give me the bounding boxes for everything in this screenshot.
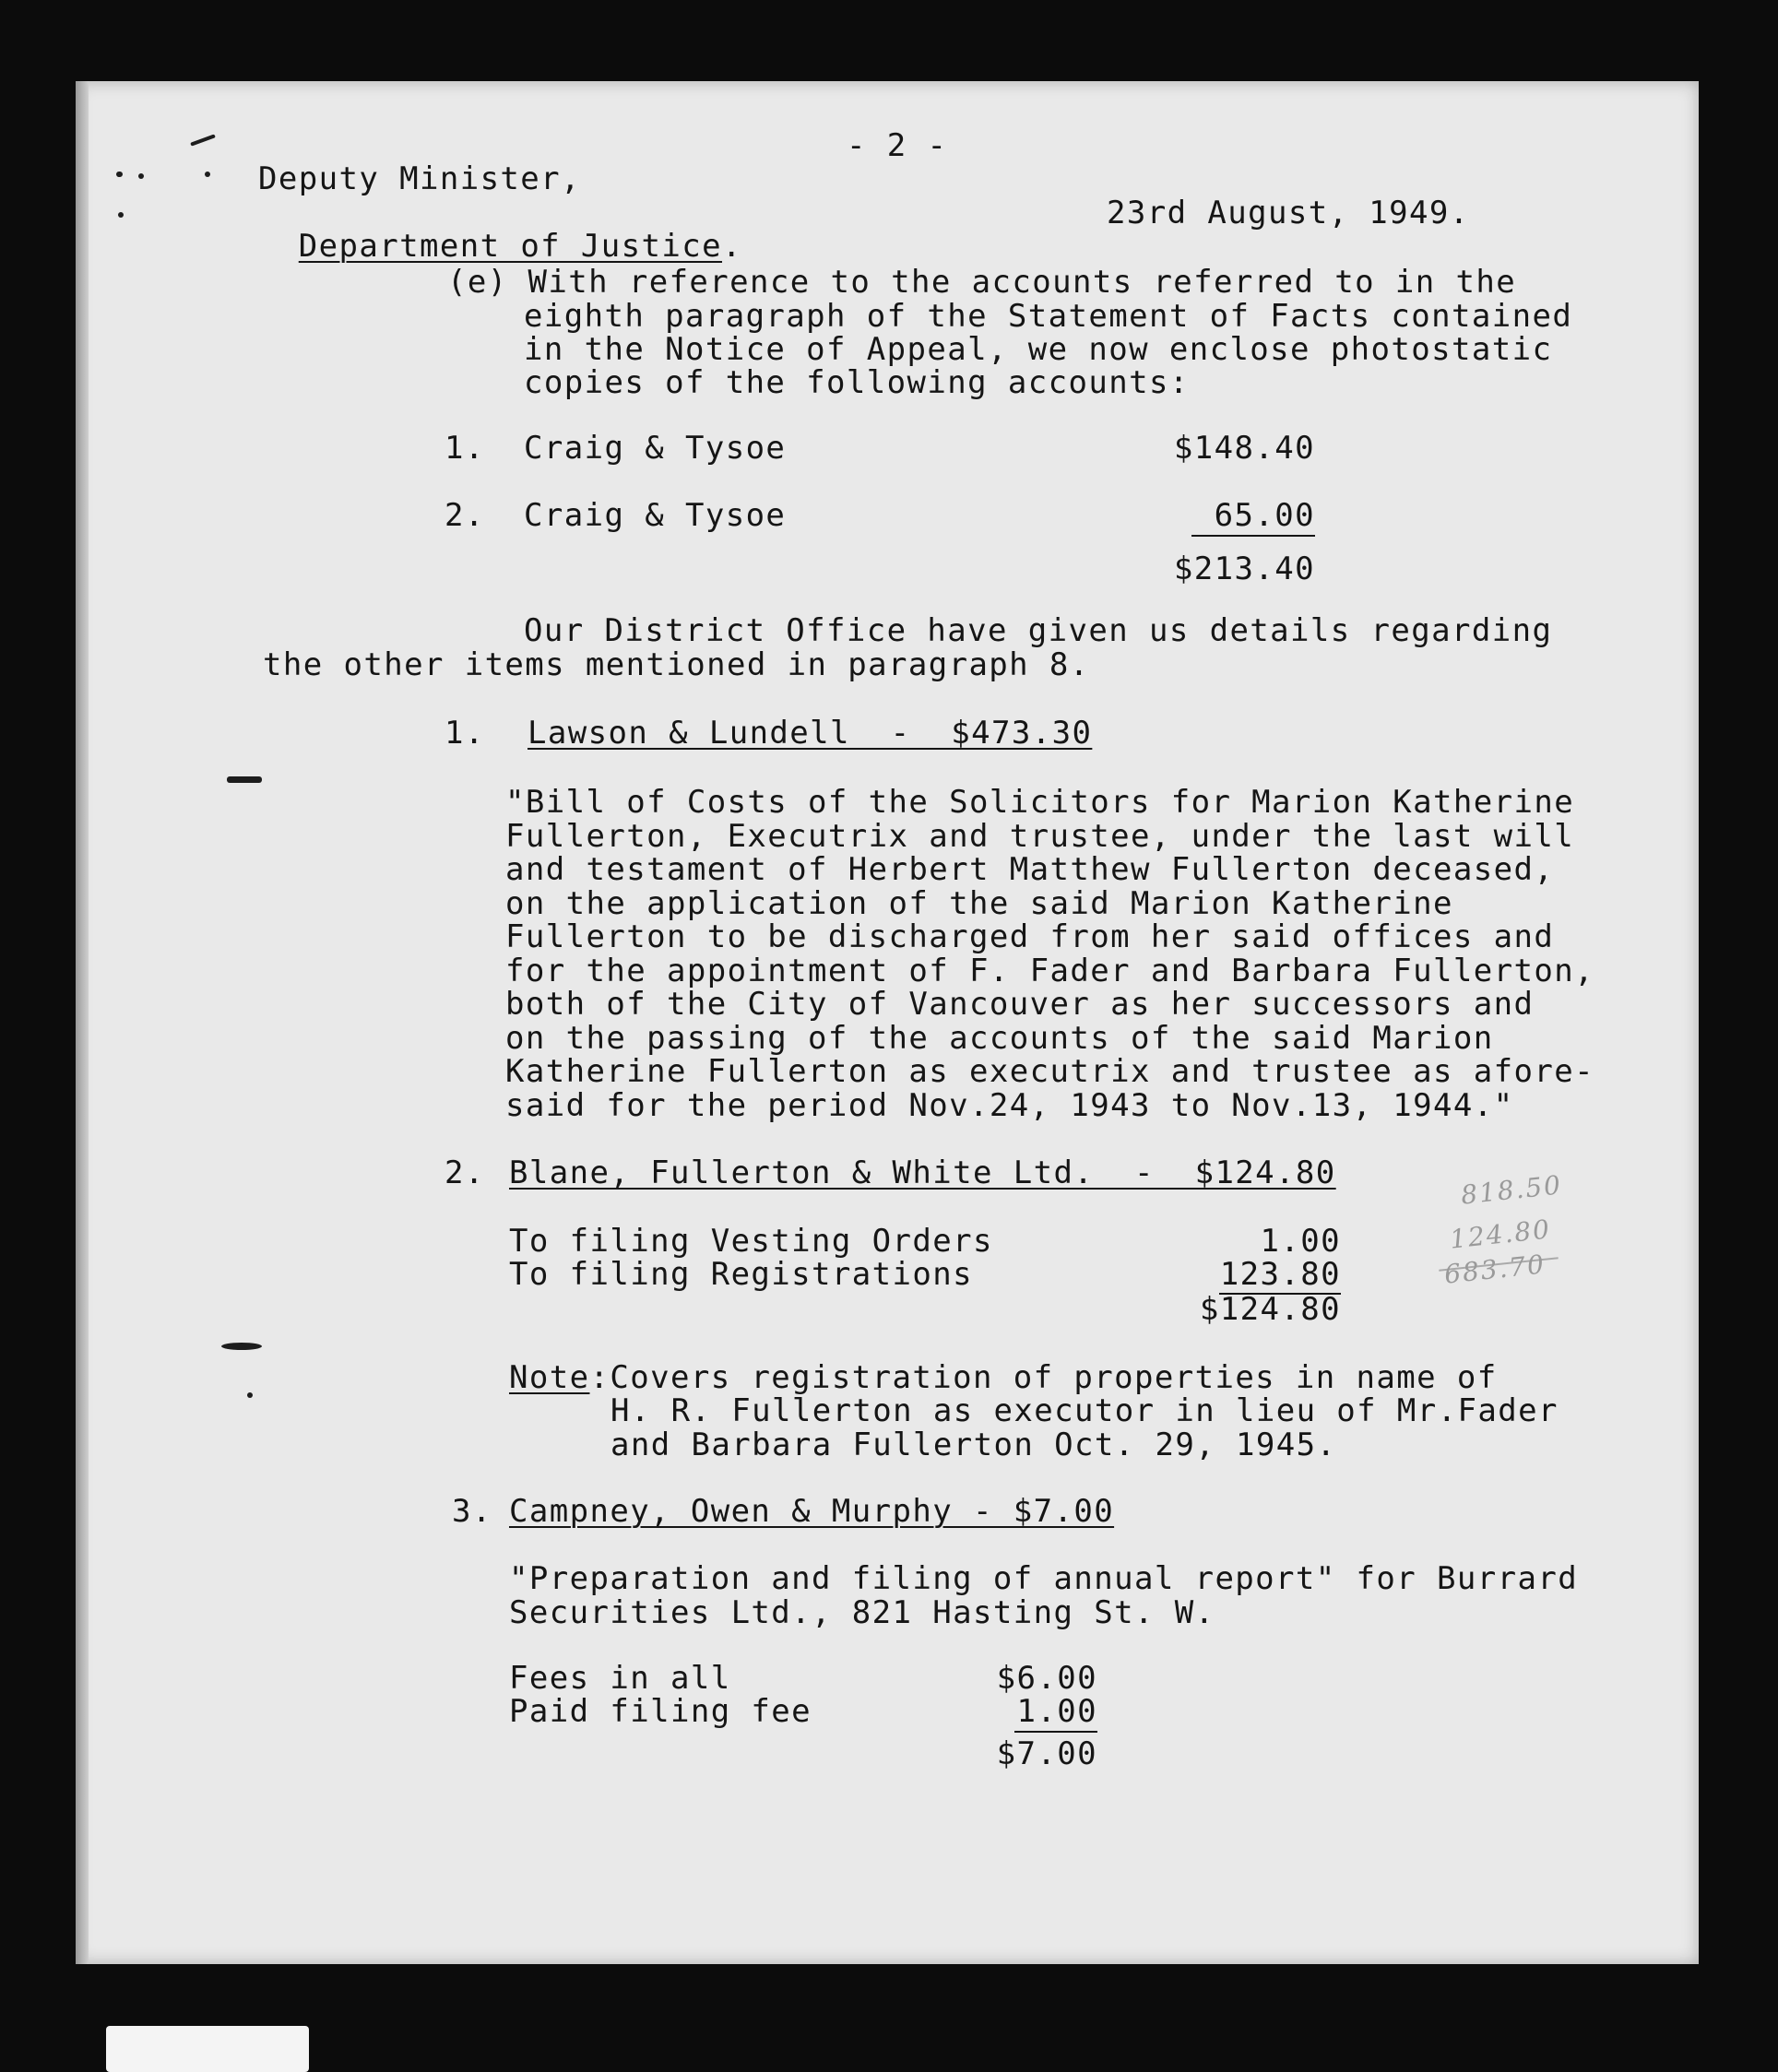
account-name: Craig & Tysoe <box>524 497 787 534</box>
margin-mark <box>205 172 210 177</box>
line-item-label: Paid filing fee <box>509 1693 812 1730</box>
department-name: Department of Justice <box>298 228 723 265</box>
quote-line: on the passing of the accounts of the said Marion <box>505 1020 1494 1057</box>
quote-line: on the application of the said Marion Katherine <box>505 885 1453 922</box>
item-heading: Blane, Fullerton & White Ltd. - $124.80 <box>509 1154 1336 1191</box>
department-period: . <box>722 228 742 265</box>
note-text: :Covers registration of properties in name of <box>589 1359 1498 1396</box>
line-item-amount: 1.00 <box>1016 1693 1097 1730</box>
margin-mark <box>138 173 144 179</box>
quote-line: "Bill of Costs of the Solicitors for Marion Katherine <box>505 784 1575 821</box>
sum-rule <box>1191 535 1315 537</box>
line-item-label: To filing Vesting Orders <box>509 1223 993 1260</box>
item-heading: Lawson & Lundell - $473.30 <box>527 715 1093 752</box>
district-para-line: Our District Office have given us details regarding <box>524 612 1553 649</box>
margin-mark <box>118 212 124 218</box>
line-item-label: Fees in all <box>509 1660 731 1697</box>
quote-line: Fullerton to be discharged from her said offices and <box>505 918 1555 955</box>
account-amount: $148.40 <box>1173 430 1315 467</box>
quote-line: Securities Ltd., 821 Hasting St. W. <box>509 1594 1215 1631</box>
pencil-note: 818.50 <box>1459 1169 1564 1211</box>
para-e-line: eighth paragraph of the Statement of Facts contained <box>524 298 1573 335</box>
addressee-title: Deputy Minister, <box>258 160 581 197</box>
quote-line: for the appointment of F. Fader and Barbara Fullerton, <box>505 953 1594 989</box>
margin-mark <box>116 172 123 177</box>
line-item-amount: $6.00 <box>996 1660 1097 1697</box>
quote-line: Katherine Fullerton as executrix and trustee as afore- <box>505 1053 1594 1090</box>
line-item-amount: 123.80 <box>1219 1256 1341 1293</box>
quote-line: Fullerton, Executrix and trustee, under the last will <box>505 818 1575 855</box>
quote-line: "Preparation and filing of annual report" for Burrard <box>509 1560 1579 1597</box>
account-name: Craig & Tysoe <box>524 430 787 467</box>
note-line: and Barbara Fullerton Oct. 29, 1945. <box>610 1427 1337 1463</box>
para-e-line: in the Notice of Appeal, we now enclose photostatic <box>524 331 1553 368</box>
accounts-total: $213.40 <box>1173 551 1315 587</box>
page-edge-shadow <box>76 81 89 1964</box>
para-e-line: copies of the following accounts: <box>524 364 1190 401</box>
letter-date: 23rd August, 1949. <box>1107 195 1470 231</box>
quote-line: and testament of Herbert Matthew Fullerton deceased, <box>505 851 1555 888</box>
account-number: 2. <box>444 497 485 534</box>
pencil-note: 124.80 <box>1448 1214 1553 1255</box>
margin-mark <box>247 1392 253 1398</box>
item-number: 1. <box>444 715 485 752</box>
para-e-line: (e) With reference to the accounts referred to in the <box>447 264 1517 301</box>
account-amount: 65.00 <box>1214 497 1315 534</box>
page-number: - 2 - <box>847 127 948 164</box>
item-number: 3. <box>452 1493 492 1530</box>
margin-mark <box>227 776 262 783</box>
quote-line: both of the City of Vancouver as her successors and <box>505 986 1535 1023</box>
addressee-department <box>258 196 742 263</box>
line-items-total: $7.00 <box>996 1735 1097 1772</box>
account-number: 1. <box>444 430 485 467</box>
item-heading: Campney, Owen & Murphy - $7.00 <box>509 1493 1115 1530</box>
line-item-amount: 1.00 <box>1260 1223 1341 1260</box>
district-para-line: the other items mentioned in paragraph 8. <box>263 646 1090 683</box>
note-line: H. R. Fullerton as executor in lieu of Mr.Fader <box>610 1392 1559 1429</box>
item-number: 2. <box>444 1154 485 1191</box>
quote-line: said for the period Nov.24, 1943 to Nov.13, 1944." <box>505 1087 1514 1124</box>
sum-rule <box>1014 1731 1097 1733</box>
line-item-label: To filing Registrations <box>509 1256 974 1293</box>
pencil-note: 683.70 <box>1442 1249 1547 1290</box>
line-items-total: $124.80 <box>1199 1291 1341 1328</box>
note-label: Note <box>509 1359 590 1396</box>
note-line <box>509 1361 1498 1394</box>
margin-mark <box>221 1343 262 1350</box>
